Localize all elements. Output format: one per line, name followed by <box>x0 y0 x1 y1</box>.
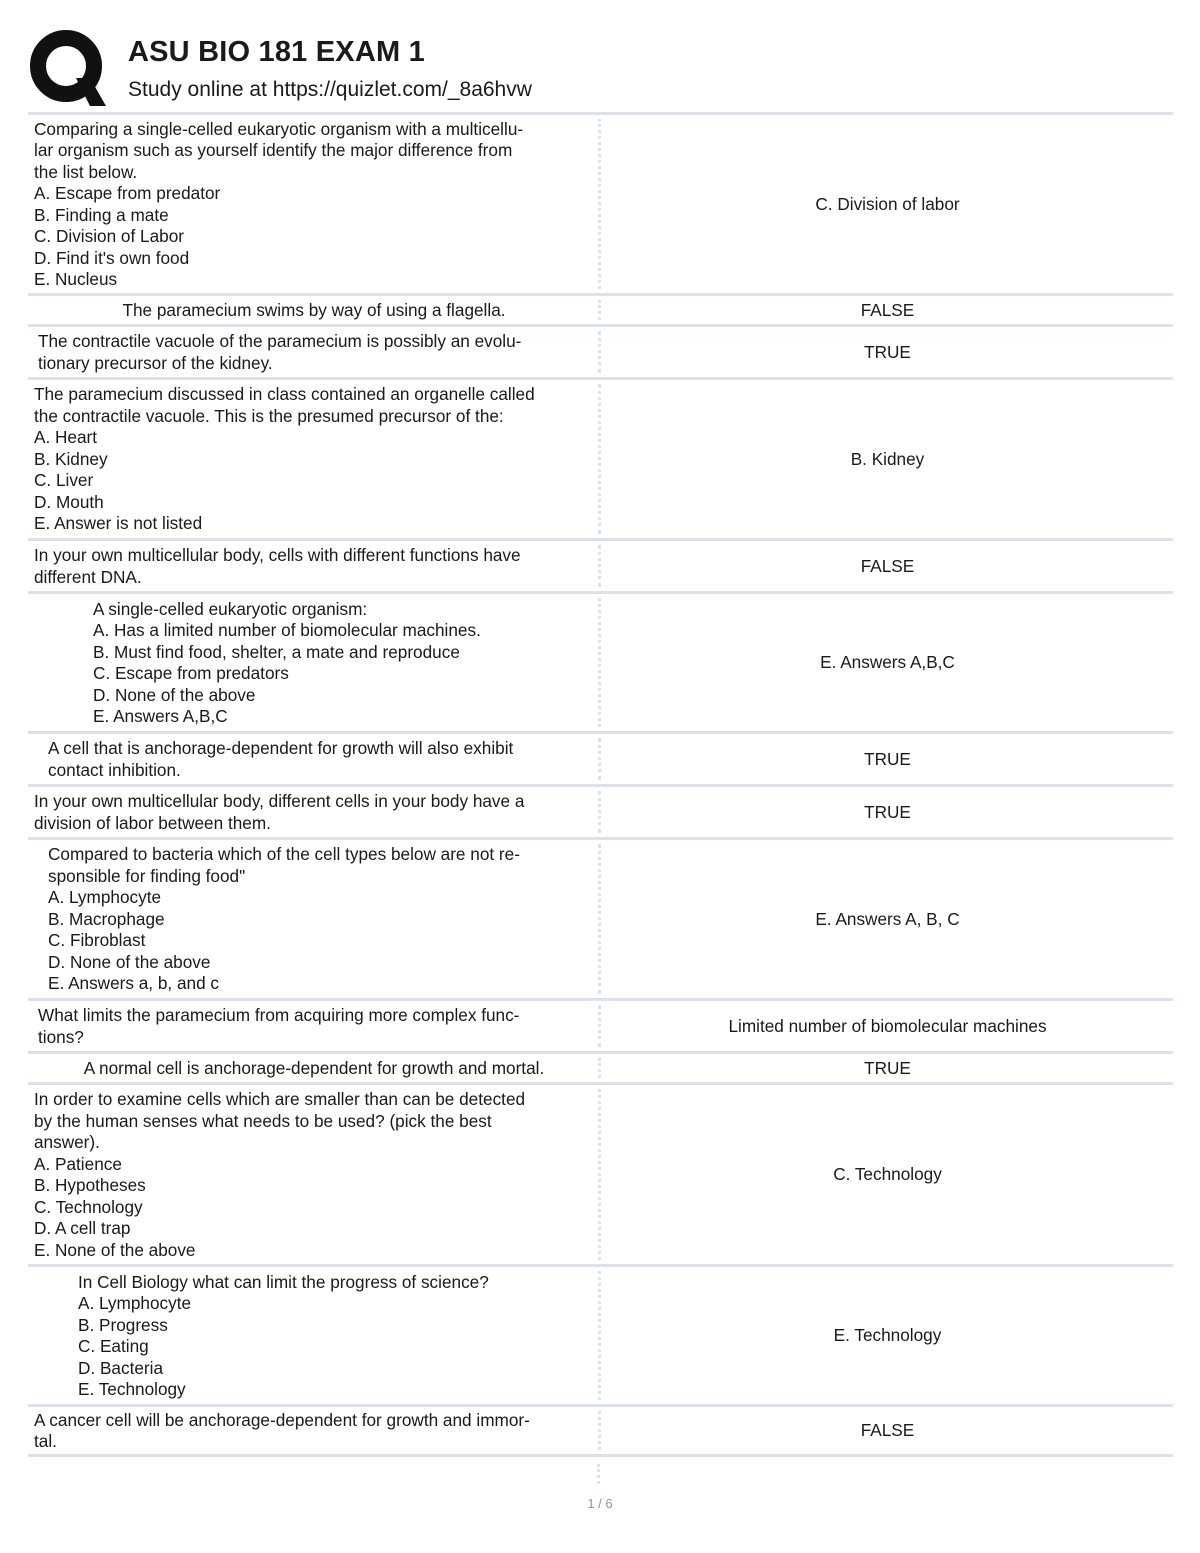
term-text: In Cell Biology what can limit the progress of science? A. Lymphocyte B. Progress C. Eating D. Bacteria E. Technology <box>78 1271 489 1399</box>
flashcard-row <box>28 591 1173 731</box>
card-definition: E. Answers A,B,C <box>820 652 955 672</box>
card-term <box>28 327 598 377</box>
card-definition: FALSE <box>860 299 915 320</box>
flashcard-row <box>28 1404 1173 1457</box>
term-text: Compared to bacteria which of the cell types below are not re- sponsible for finding food" A. Lymphocyte B. Macrophage C. Fibroblast D. None of the above E. Answers a, b, and c <box>48 844 520 994</box>
term-text: In your own multicellular body, different cells in your body have a division of labor between them. <box>34 791 525 833</box>
card-term <box>28 1054 598 1082</box>
card-definition: TRUE <box>864 1057 911 1078</box>
term-text: In your own multicellular body, cells with different functions have different DNA. <box>34 545 521 587</box>
page-number: 1 / 6 <box>587 1496 613 1511</box>
flashcard-row <box>28 112 1173 293</box>
flashcard-row <box>28 324 1173 377</box>
card-definition: FALSE <box>860 1420 915 1440</box>
card-term <box>28 1001 598 1051</box>
term-text: A normal cell is anchorage-dependent for growth and mortal. <box>83 1057 545 1078</box>
flashcard-row <box>28 377 1173 538</box>
column-divider <box>597 1464 601 1484</box>
card-definition: TRUE <box>864 341 911 362</box>
card-definition: Limited number of biomolecular machines <box>728 1015 1047 1036</box>
card-term <box>28 734 598 784</box>
flashcard-row <box>28 837 1173 998</box>
card-term <box>28 115 598 293</box>
study-link[interactable]: Study online at https://quizlet.com/_8a6hvw <box>128 78 532 101</box>
term-text: A cancer cell will be anchorage-dependent for growth and immor- tal. <box>34 1409 530 1451</box>
page-header <box>28 28 1178 112</box>
card-definition: E. Technology <box>833 1325 942 1345</box>
flashcard-row <box>28 1051 1173 1082</box>
card-term <box>28 1085 598 1264</box>
term-text: In order to examine cells which are smaller than can be detected by the human senses what needs to be used? (pick the best answer). A. Patience B. Hypotheses C. Technology D. A cell trap E. None of the above <box>34 1089 526 1260</box>
flashcard-row <box>28 1264 1173 1404</box>
card-term <box>28 840 598 998</box>
term-text: The contractile vacuole of the paramecium is possibly an evolu- tionary precursor of the kidney. <box>38 331 522 373</box>
card-term <box>28 380 598 538</box>
card-term <box>28 1267 598 1404</box>
page-title: ASU BIO 181 EXAM 1 <box>128 36 425 68</box>
card-definition: B. Kidney <box>850 448 925 469</box>
card-term <box>28 594 598 731</box>
term-text: A cell that is anchorage-dependent for growth will also exhibit contact inhibition. <box>48 738 514 780</box>
card-definition: E. Answers A, B, C <box>815 908 960 929</box>
card-term <box>28 296 598 324</box>
flashcard-row <box>28 1082 1173 1264</box>
term-text: A single-celled eukaryotic organism: A. Has a limited number of biomolecular machines. B. Must find food, shelter, a mate and reproduce C. Escape from predators D. None of the above E. Answers A,B,C <box>93 598 481 726</box>
flashcard-row <box>28 538 1173 591</box>
term-text: The paramecium discussed in class contained an organelle called the contractile vacuole. This is the presumed precursor of the: A. Heart B. Kidney C. Liver D. Mouth E. Answer is not listed <box>34 384 535 534</box>
term-text: The paramecium swims by way of using a flagella. <box>122 299 506 320</box>
flashcard-row <box>28 731 1173 784</box>
card-definition: C. Technology <box>833 1164 942 1184</box>
flashcard-row <box>28 998 1173 1051</box>
card-term <box>28 1407 598 1454</box>
term-text: What limits the paramecium from acquiring more complex func- tions? <box>38 1005 520 1047</box>
card-definition: TRUE <box>864 748 911 769</box>
card-term <box>28 541 598 591</box>
card-definition: C. Division of labor <box>815 193 960 214</box>
term-text: Comparing a single-celled eukaryotic organism with a multicellu- lar organism such as yourself identify the major difference from the list below. A. Escape from predator B. Finding a mate C. Division of Labor D. Find it's own food E. Nucleus <box>34 118 524 289</box>
flashcard-list <box>28 112 1173 1457</box>
card-definition: TRUE <box>864 801 911 822</box>
quizlet-q-logo-icon <box>28 28 108 108</box>
card-definition: FALSE <box>860 555 915 576</box>
flashcard-row <box>28 784 1173 837</box>
flashcard-row <box>28 293 1173 324</box>
card-term <box>28 787 598 837</box>
